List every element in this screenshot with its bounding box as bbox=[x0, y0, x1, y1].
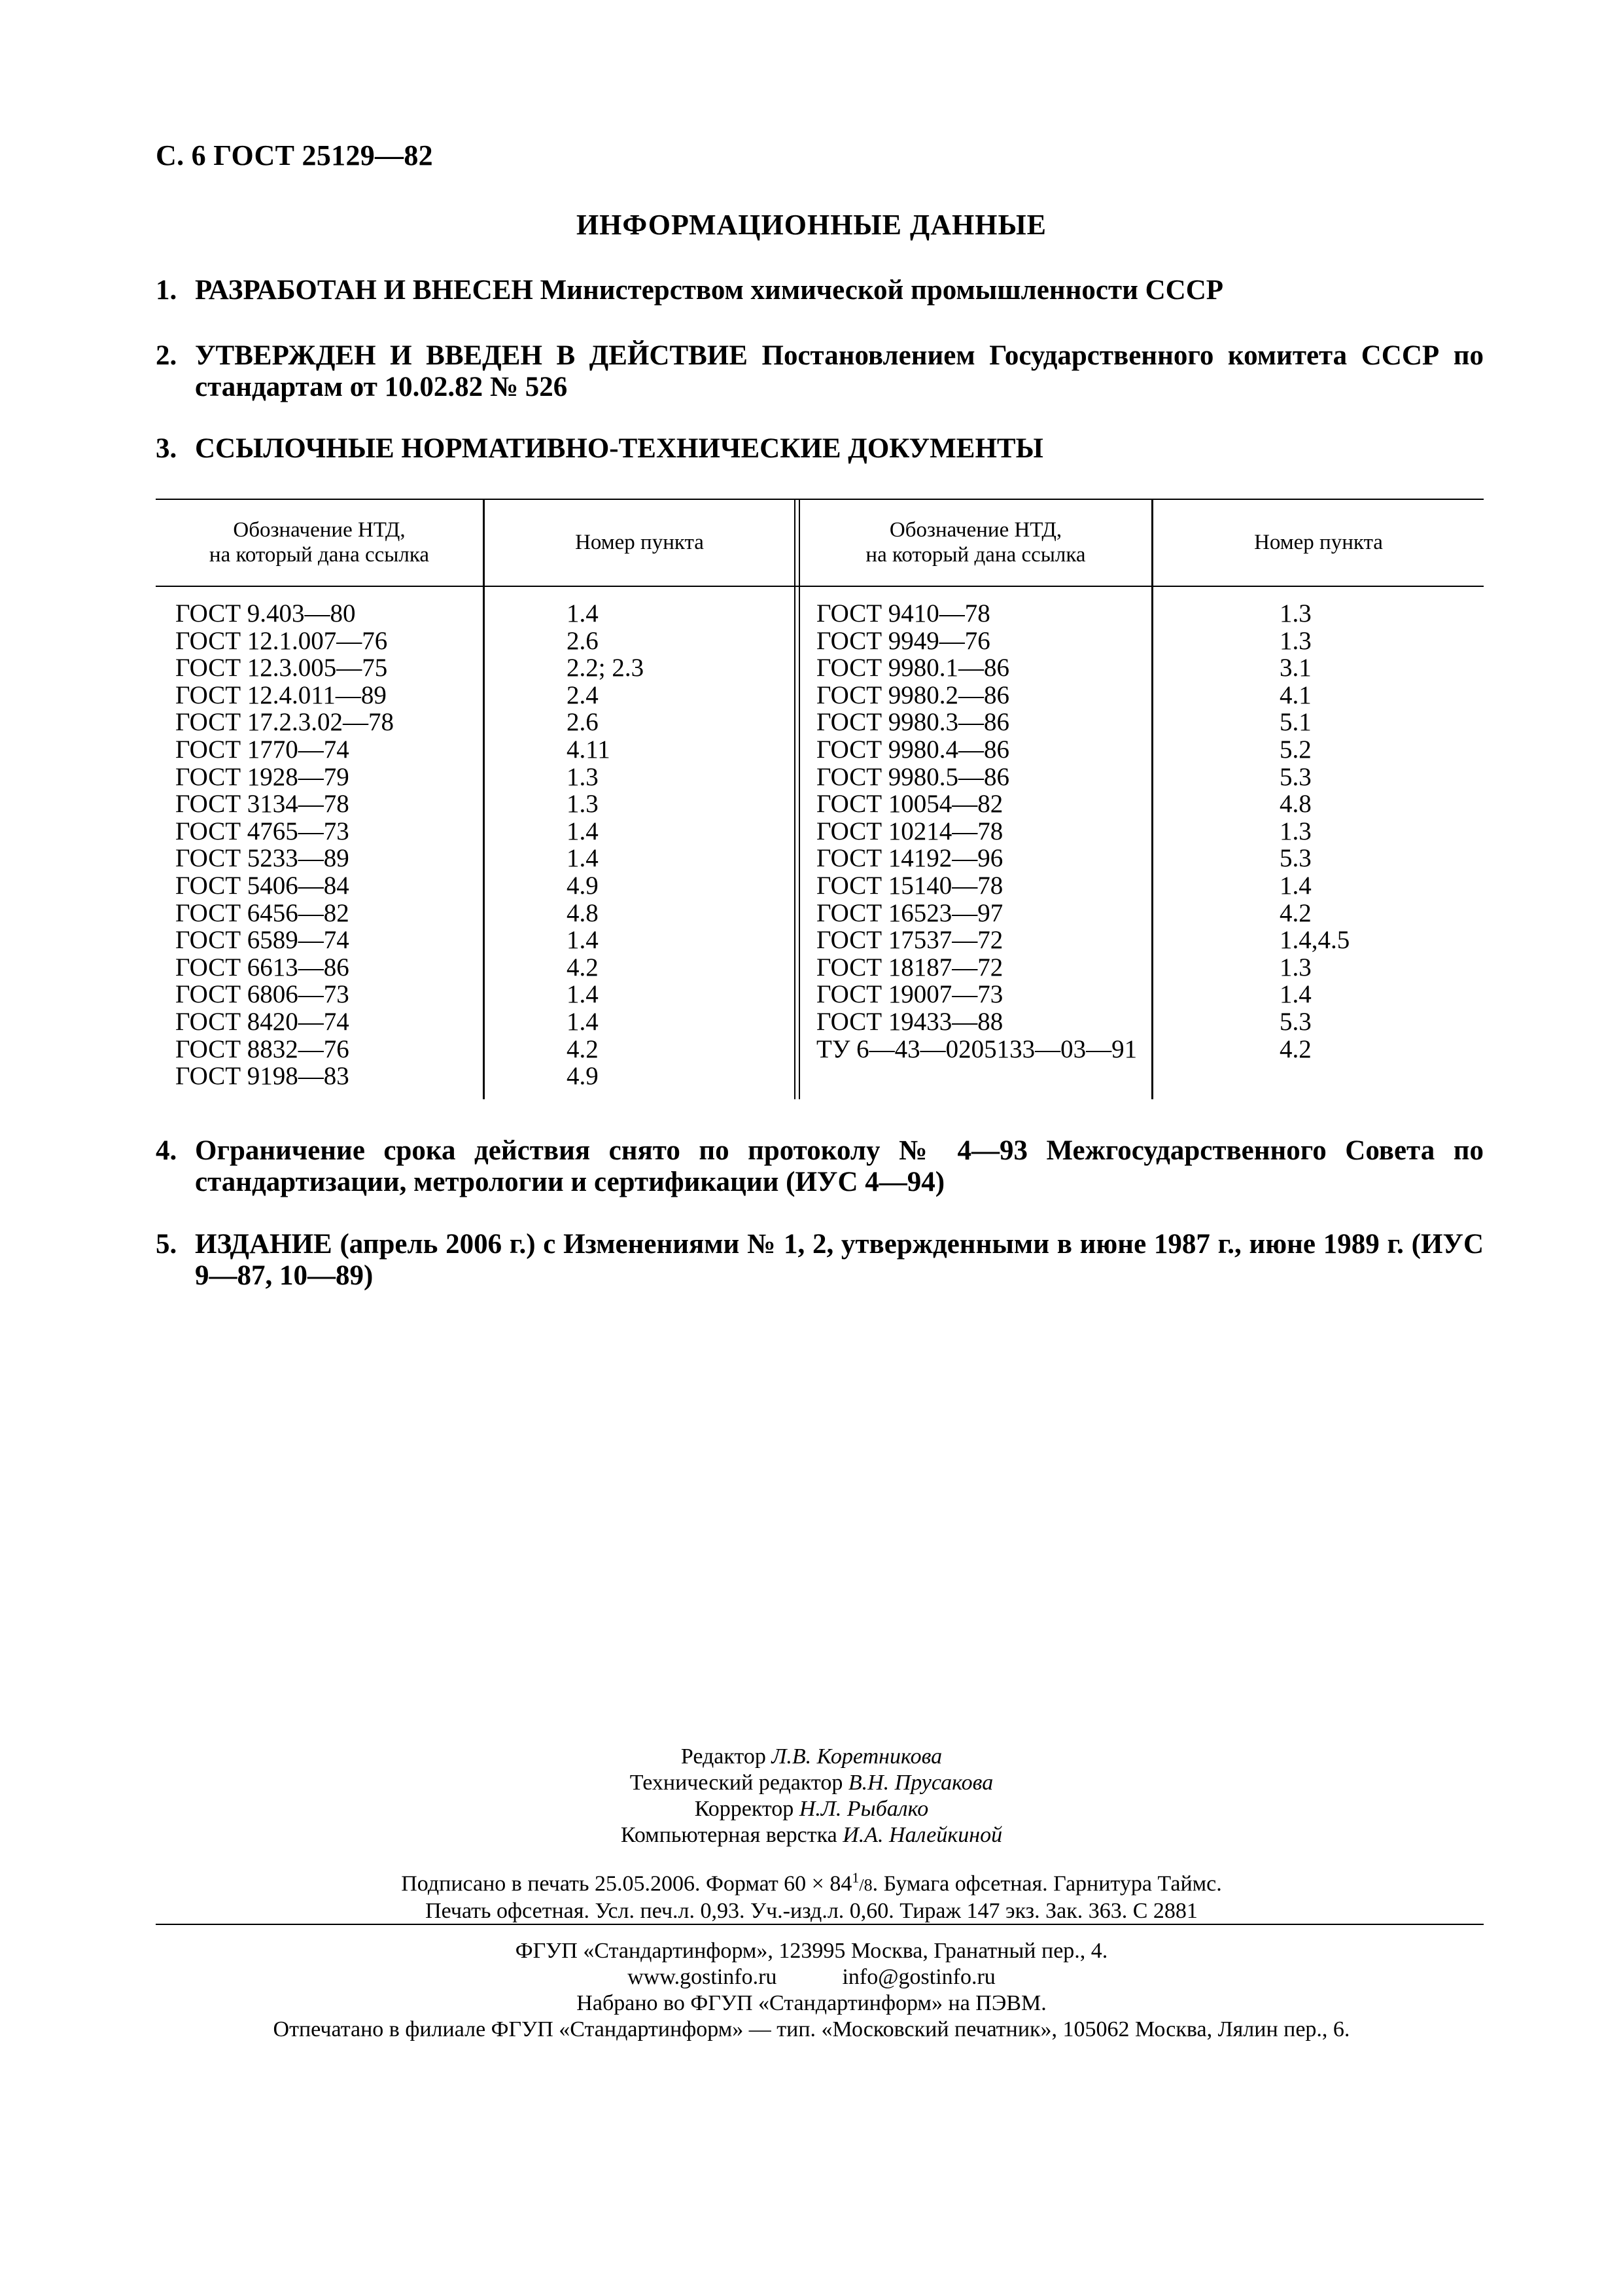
separator-rule bbox=[156, 1924, 1484, 1925]
table-cell-num: 1.3 bbox=[567, 762, 599, 791]
table-cell-num: 2.4 bbox=[567, 680, 599, 709]
table-cell-num: 4.9 bbox=[567, 1062, 599, 1091]
publisher-address: ФГУП «Стандартинформ», 123995 Москва, Гранатный пер., 4. bbox=[515, 1939, 1108, 1963]
table-cell-num: 5.2 bbox=[1280, 735, 1312, 764]
table-cell-doc: ГОСТ 9980.5—86 bbox=[816, 762, 1010, 791]
table-cell-num: 1.4 bbox=[567, 980, 599, 1009]
table-cell-num: 1.3 bbox=[1280, 626, 1312, 655]
table-cell-num: 4.2 bbox=[1280, 898, 1312, 927]
table-cell-num: 1.3 bbox=[1280, 953, 1312, 981]
table-cell-doc: ГОСТ 15140—78 bbox=[816, 871, 1003, 900]
table-cell-doc: ГОСТ 9410—78 bbox=[816, 599, 990, 627]
table-cell-doc: ГОСТ 5233—89 bbox=[175, 844, 349, 873]
table-cell-doc: ГОСТ 9980.2—86 bbox=[816, 680, 1010, 709]
left-num-column bbox=[567, 600, 644, 1090]
table-cell-doc: ГОСТ 18187—72 bbox=[816, 953, 1003, 981]
print-info bbox=[0, 1865, 1623, 1924]
references-table bbox=[156, 499, 1484, 1099]
table-cell-doc: ГОСТ 9198—83 bbox=[175, 1062, 349, 1091]
table-cell-num: 1.4 bbox=[567, 926, 599, 955]
table-cell-doc: ТУ 6—43—0205133—03—91 bbox=[816, 1034, 1138, 1063]
item-lead: ИЗДАНИЕ bbox=[195, 1229, 332, 1260]
item-2 bbox=[156, 340, 1484, 403]
item-lead: РАЗРАБОТАН И ВНЕСЕН bbox=[195, 275, 533, 306]
table-cell-num: 4.2 bbox=[567, 953, 599, 981]
table-cell-doc: ГОСТ 12.3.005—75 bbox=[175, 654, 388, 682]
table-cell-num: 5.1 bbox=[1280, 708, 1312, 737]
table-cell-doc: ГОСТ 6589—74 bbox=[175, 926, 349, 955]
item-number: 4. bbox=[156, 1135, 177, 1166]
credit-line bbox=[0, 1770, 1623, 1796]
table-cell-num: 1.4 bbox=[567, 1007, 599, 1036]
credit-role: Технический редактор bbox=[629, 1771, 843, 1795]
page-title: ИНФОРМАЦИОННЫЕ ДАННЫЕ bbox=[576, 209, 1047, 241]
item-lead: ССЫЛОЧНЫЕ НОРМАТИВНО-ТЕХНИЧЕСКИЕ ДОКУМЕНТЫ bbox=[195, 433, 1043, 464]
print-info-line: Печать офсетная. Усл. печ.л. 0,93. Уч.-изд.л. 0,60. Тираж 147 экз. Зак. 363. С 2881 bbox=[425, 1899, 1198, 1924]
column-divider-double bbox=[794, 499, 795, 1099]
format-fraction-num: 1 bbox=[852, 1869, 860, 1886]
table-cell-num: 5.3 bbox=[1280, 1007, 1312, 1036]
credit-line bbox=[0, 1796, 1623, 1822]
table-cell-num: 1.3 bbox=[567, 790, 599, 819]
table-cell-num: 2.6 bbox=[567, 626, 599, 655]
credit-name: Н.Л. Рыбалко bbox=[799, 1797, 929, 1821]
table-cell-doc: ГОСТ 19007—73 bbox=[816, 980, 1003, 1009]
table-cell-doc: ГОСТ 19433—88 bbox=[816, 1007, 1003, 1036]
table-cell-doc: ГОСТ 8832—76 bbox=[175, 1034, 349, 1063]
print-info-line bbox=[0, 1865, 1623, 1898]
table-cell-num: 4.11 bbox=[567, 735, 610, 764]
table-cell-doc: ГОСТ 5406—84 bbox=[175, 871, 349, 900]
right-doc-column bbox=[816, 600, 1137, 1063]
table-cell-doc: ГОСТ 1928—79 bbox=[175, 762, 349, 791]
print-info-text: . Бумага офсетная. Гарнитура Таймс. bbox=[872, 1871, 1222, 1896]
right-num-column bbox=[1280, 600, 1350, 1063]
publisher-printed: Отпечатано в филиале ФГУП «Стандартинформ» — тип. «Московский печатник», 105062 Москва, Лялин пер., 6. bbox=[273, 2017, 1350, 2041]
item-number: 2. bbox=[156, 340, 177, 371]
publisher-typeset: Набрано во ФГУП «Стандартинформ» на ПЭВМ. bbox=[576, 1991, 1047, 2015]
credit-name: В.Н. Прусакова bbox=[848, 1771, 994, 1795]
publisher-block bbox=[0, 1938, 1623, 2043]
table-cell-num: 4.9 bbox=[567, 871, 599, 900]
column-divider-double bbox=[799, 499, 800, 1099]
table-cell-doc: ГОСТ 9.403—80 bbox=[175, 599, 356, 627]
table-cell-doc: ГОСТ 8420—74 bbox=[175, 1007, 349, 1036]
table-cell-doc: ГОСТ 12.1.007—76 bbox=[175, 626, 388, 655]
table-cell-doc: ГОСТ 17.2.3.02—78 bbox=[175, 708, 394, 737]
table-cell-doc: ГОСТ 6456—82 bbox=[175, 898, 349, 927]
table-cell-num: 2.2; 2.3 bbox=[567, 654, 644, 682]
table-cell-num: 5.3 bbox=[1280, 762, 1312, 791]
header-doc-right: Обозначение НТД, на который дана ссылка bbox=[865, 518, 1086, 567]
site-link[interactable]: www.gostinfo.ru bbox=[627, 1965, 777, 1989]
table-cell-doc: ГОСТ 16523—97 bbox=[816, 898, 1003, 927]
table-cell-num: 1.4,4.5 bbox=[1280, 926, 1350, 955]
table-cell-num: 1.4 bbox=[567, 817, 599, 845]
table-cell-doc: ГОСТ 10054—82 bbox=[816, 790, 1003, 819]
item-text: Министерством химической промышленности СССР bbox=[532, 275, 1224, 306]
table-cell-num: 1.3 bbox=[1280, 599, 1312, 627]
table-cell-num: 4.2 bbox=[1280, 1034, 1312, 1063]
page-header: С. 6 ГОСТ 25129—82 bbox=[156, 139, 433, 171]
table-cell-num: 1.3 bbox=[1280, 817, 1312, 845]
print-info-text: Подписано в печать 25.05.2006. Формат 60 × 84 bbox=[401, 1871, 852, 1896]
item-text: Постановлением Государственного комитета СССР по стандартам от 10.02.82 № 526 bbox=[195, 340, 1484, 402]
table-cell-num: 4.8 bbox=[567, 898, 599, 927]
item-number: 3. bbox=[156, 433, 177, 464]
item-lead: УТВЕРЖДЕН И ВВЕДЕН В ДЕЙСТВИЕ bbox=[195, 340, 748, 371]
item-5 bbox=[156, 1229, 1484, 1292]
table-cell-num: 1.4 bbox=[567, 844, 599, 873]
credit-name: И.А. Налейкиной bbox=[843, 1823, 1003, 1847]
credit-name: Л.В. Коретникова bbox=[771, 1744, 943, 1769]
column-divider bbox=[1151, 499, 1153, 1099]
header-num-right: Номер пункта bbox=[1254, 530, 1383, 554]
table-cell-doc: ГОСТ 4765—73 bbox=[175, 817, 349, 845]
left-doc-column bbox=[175, 600, 394, 1090]
item-text: (апрель 2006 г.) с Изменениями № 1, 2, утвержденными в июне 1987 г., июне 1989 г. (ИУС 9—87, 10—89) bbox=[195, 1229, 1484, 1291]
credits-block bbox=[0, 1744, 1623, 1848]
table-cell-num: 1.4 bbox=[567, 599, 599, 627]
item-text: Ограничение срока действия снято по протоколу № 4—93 Межгосударственного Совета по стандартизации, метрологии и сертификации (ИУС 4—94) bbox=[195, 1135, 1484, 1197]
table-cell-num: 5.3 bbox=[1280, 844, 1312, 873]
item-4 bbox=[156, 1135, 1484, 1198]
item-number: 5. bbox=[156, 1229, 177, 1260]
table-cell-num: 4.8 bbox=[1280, 790, 1312, 819]
table-cell-doc: ГОСТ 10214—78 bbox=[816, 817, 1003, 845]
table-cell-doc: ГОСТ 9949—76 bbox=[816, 626, 990, 655]
item-number: 1. bbox=[156, 275, 177, 306]
email-link[interactable]: info@gostinfo.ru bbox=[842, 1965, 996, 1989]
credit-role: Редактор bbox=[680, 1744, 766, 1769]
table-cell-num: 1.4 bbox=[1280, 871, 1312, 900]
table-cell-doc: ГОСТ 9980.1—86 bbox=[816, 654, 1010, 682]
table-cell-doc: ГОСТ 6806—73 bbox=[175, 980, 349, 1009]
table-cell-num: 1.4 bbox=[1280, 980, 1312, 1009]
table-cell-num: 2.6 bbox=[567, 708, 599, 737]
table-cell-doc: ГОСТ 9980.4—86 bbox=[816, 735, 1010, 764]
table-cell-doc: ГОСТ 1770—74 bbox=[175, 735, 349, 764]
header-num-left: Номер пункта bbox=[575, 530, 704, 554]
column-divider bbox=[483, 499, 485, 1099]
table-cell-doc: ГОСТ 6613—86 bbox=[175, 953, 349, 981]
table-cell-num: 4.2 bbox=[567, 1034, 599, 1063]
table-cell-num: 3.1 bbox=[1280, 654, 1312, 682]
credit-role: Корректор bbox=[694, 1797, 794, 1821]
table-cell-doc: ГОСТ 3134—78 bbox=[175, 790, 349, 819]
credit-line bbox=[0, 1744, 1623, 1770]
table-cell-doc: ГОСТ 12.4.011—89 bbox=[175, 680, 387, 709]
item-1 bbox=[156, 275, 1484, 306]
item-3 bbox=[156, 433, 1484, 465]
publisher-contacts bbox=[0, 1964, 1623, 1990]
credit-role: Компьютерная верстка bbox=[620, 1823, 837, 1847]
table-header-rule bbox=[156, 586, 1484, 587]
credit-line bbox=[0, 1822, 1623, 1848]
format-fraction-den: /8 bbox=[859, 1875, 873, 1895]
table-cell-num: 4.1 bbox=[1280, 680, 1312, 709]
header-doc-left: Обозначение НТД, на который дана ссылка bbox=[209, 518, 430, 567]
table-cell-doc: ГОСТ 9980.3—86 bbox=[816, 708, 1010, 737]
table-cell-doc: ГОСТ 14192—96 bbox=[816, 844, 1003, 873]
table-cell-doc: ГОСТ 17537—72 bbox=[816, 926, 1003, 955]
